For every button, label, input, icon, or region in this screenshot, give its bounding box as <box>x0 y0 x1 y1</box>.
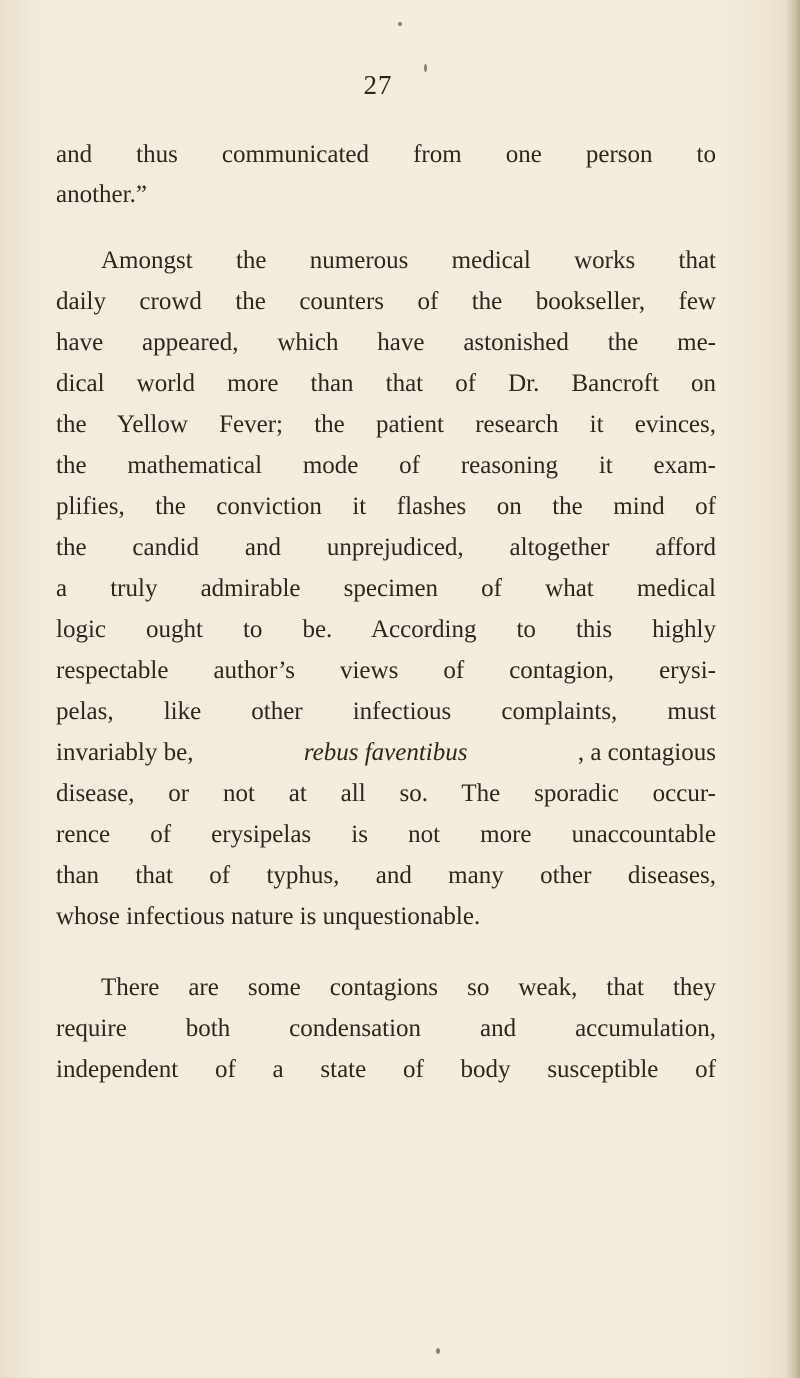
text-line: independent of a state of body susceptible of <box>56 1056 716 1083</box>
text-line: whose infectious nature is unquestionable. <box>56 903 481 930</box>
text-line: the mathematical mode of reasoning it exam- <box>56 452 716 479</box>
text-line: than that of typhus, and many other diseases, <box>56 862 716 889</box>
text-line: rence of erysipelas is not more unaccountable <box>56 821 716 848</box>
text-line: dical world more than that of Dr. Bancroft on <box>56 370 716 397</box>
text-line: logic ought to be. According to this highly <box>56 616 716 643</box>
text-line: pelas, like other infectious complaints, must <box>56 698 716 725</box>
paper-speck <box>424 64 427 72</box>
text-line: respectable author’s views of contagion, erysi- <box>56 657 716 684</box>
text-line: a truly admirable specimen of what medical <box>56 575 716 602</box>
text-line: plifies, the conviction it flashes on the mind of <box>56 493 716 520</box>
text-line: another.” <box>56 181 147 208</box>
text-line: the Yellow Fever; the patient research it evinces, <box>56 411 716 438</box>
paper-speck <box>436 1348 440 1354</box>
text-line: and thus communicated from one person to <box>56 141 716 168</box>
text-line: daily crowd the counters of the bookseller, few <box>56 288 716 315</box>
latin-phrase: rebus faventibus <box>303 739 468 766</box>
text-line: disease, or not at all so. The sporadic occur- <box>56 780 716 807</box>
text-line: There are some contagions so weak, that they <box>101 974 716 1001</box>
text-line: require both condensation and accumulation, <box>56 1015 716 1042</box>
page-edge-shadow <box>786 0 800 1378</box>
text-run: invariably be, <box>56 739 194 766</box>
page-number: 27 <box>363 70 393 100</box>
text-line <box>56 738 716 768</box>
text-run: , a contagious <box>577 739 716 766</box>
text-line: have appeared, which have astonished the me- <box>56 329 716 356</box>
text-line: Amongst the numerous medical works that <box>101 247 716 274</box>
text-line: the candid and unprejudiced, altogether afford <box>56 534 716 561</box>
paper-speck <box>398 22 402 26</box>
